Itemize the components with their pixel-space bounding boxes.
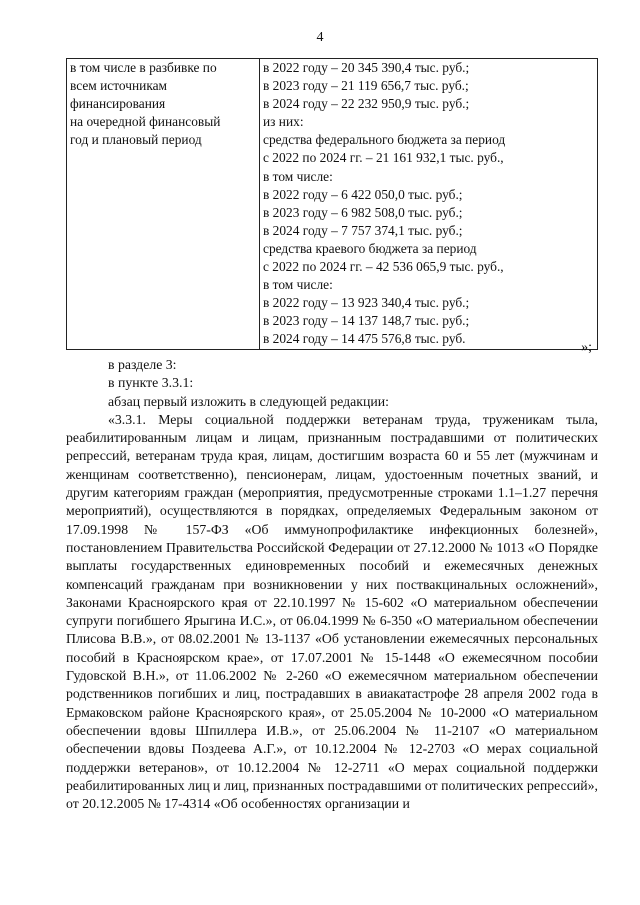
funding-value-line: в 2022 году – 13 923 340,4 тыс. руб.;: [263, 295, 470, 311]
amendment-instruction: абзац первый изложить в следующей редакции:: [108, 393, 389, 409]
item-reference: в пункте 3.3.1:: [108, 375, 194, 391]
funding-value-line: в 2024 году – 22 232 950,9 тыс. руб.;: [263, 96, 470, 112]
funding-label-line: всем источникам: [70, 78, 168, 94]
funding-values-cell: [260, 59, 598, 350]
funding-value-line: в 2024 году – 7 757 374,1 тыс. руб.;: [263, 222, 463, 238]
closing-quote-mark: »;: [581, 340, 592, 355]
funding-table: [66, 58, 598, 350]
funding-value-line: средства федерального бюджета за период: [263, 132, 506, 148]
funding-label-line: в том числе в разбивке по: [70, 60, 217, 75]
funding-value-line: с 2022 по 2024 гг. – 42 536 065,9 тыс. руб.,: [263, 259, 504, 275]
funding-value-line: в 2022 году – 20 345 390,4 тыс. руб.;: [263, 60, 470, 75]
funding-label-line: финансирования: [70, 96, 166, 112]
funding-value-line: в 2023 году – 21 119 656,7 тыс. руб.;: [263, 78, 469, 94]
funding-value-line: в 2022 году – 6 422 050,0 тыс. руб.;: [263, 186, 463, 202]
funding-value-line: в 2024 году – 14 475 576,8 тыс. руб.: [263, 331, 466, 347]
funding-label-line: на очередной финансовый: [70, 114, 221, 130]
funding-value-line: в том числе:: [263, 277, 333, 293]
document-body: [66, 356, 598, 813]
funding-value-line: с 2022 по 2024 гг. – 21 161 932,1 тыс. руб.,: [263, 150, 504, 166]
funding-value-line: из них:: [263, 114, 304, 130]
funding-value-line: в 2023 году – 14 137 148,7 тыс. руб.;: [263, 313, 470, 329]
funding-label-cell: [67, 59, 260, 350]
funding-value-line: в 2023 году – 6 982 508,0 тыс. руб.;: [263, 204, 463, 220]
amended-paragraph: [66, 411, 598, 814]
page-number: 4: [316, 30, 324, 45]
table-row: [67, 59, 598, 350]
funding-value-line: в том числе:: [263, 168, 333, 184]
amended-paragraph-text: «3.3.1. Меры социальной поддержки ветеранам труда, труженикам тыла, реабилитированным лицам и лицам, признанным пострадавшими от политических репрессий, ветеранам труда края, лицам, достигшим возраста 60 и 55 лет (мужчинам и женщинам соответственно), пенсионерам, лицам, удостоенным почетных званий, и другим категориям граждан (мероприятия, предусмотренные строками 1.1–1.27 перечня мероприятий), осуществляются в порядках, определяемых Федеральным законом от 17.09.1998 № 157-ФЗ «Об иммунопрофилактике инфекционных болезней», постановлением Правительства Российской Федерации от 27.12.2000 № 1013 «О Порядке выплаты государственных единовременных пособий и ежемесячных денежных компенсаций гражданам при возникновении у них поствакцинальных осложнений», Законами Красноярского края от 22.10.1997 № 15-602 «О материальном обеспечении супруги погибшего Ярыгина И.С.», от 06.04.1999 № 6-350 «О материальном обеспечении Плисова В.В.», от 08.02.2001 № 13-1137 «Об установлении ежемесячных персональных пособий в Красноярском крае», от 17.07.2001 № 15-1448 «О ежемесячном пособии Гудовской В.Н.», от 11.06.2002 № 2-260 «О ежемесячном материальном обеспечении родственников погибших и лиц, пострадавших в авиакатастрофе 28 апреля 2002 года в Ермаковском районе Красноярского края», от 25.05.2004 № 10-2000 «О материальном обеспечении вдовы Шпиллера И.В.», от 25.06.2004 № 11-2107 «О материальном обеспечении вдовы Поздеева А.Г.», от 10.12.2004 № 12-2703 «О мерах социальной поддержки ветеранов», от 10.12.2004 № 12-2711 «О мерах социальной поддержки реабилитированных лиц и лиц, признанных пострадавшими от политических репрессий», от 20.12.2005 № 17-4314 «Об особенностях организации и: [66, 411, 598, 812]
funding-label-line: год и плановый период: [70, 132, 202, 148]
funding-value-line: средства краевого бюджета за период: [263, 240, 477, 256]
section-reference: в разделе 3:: [108, 357, 177, 372]
